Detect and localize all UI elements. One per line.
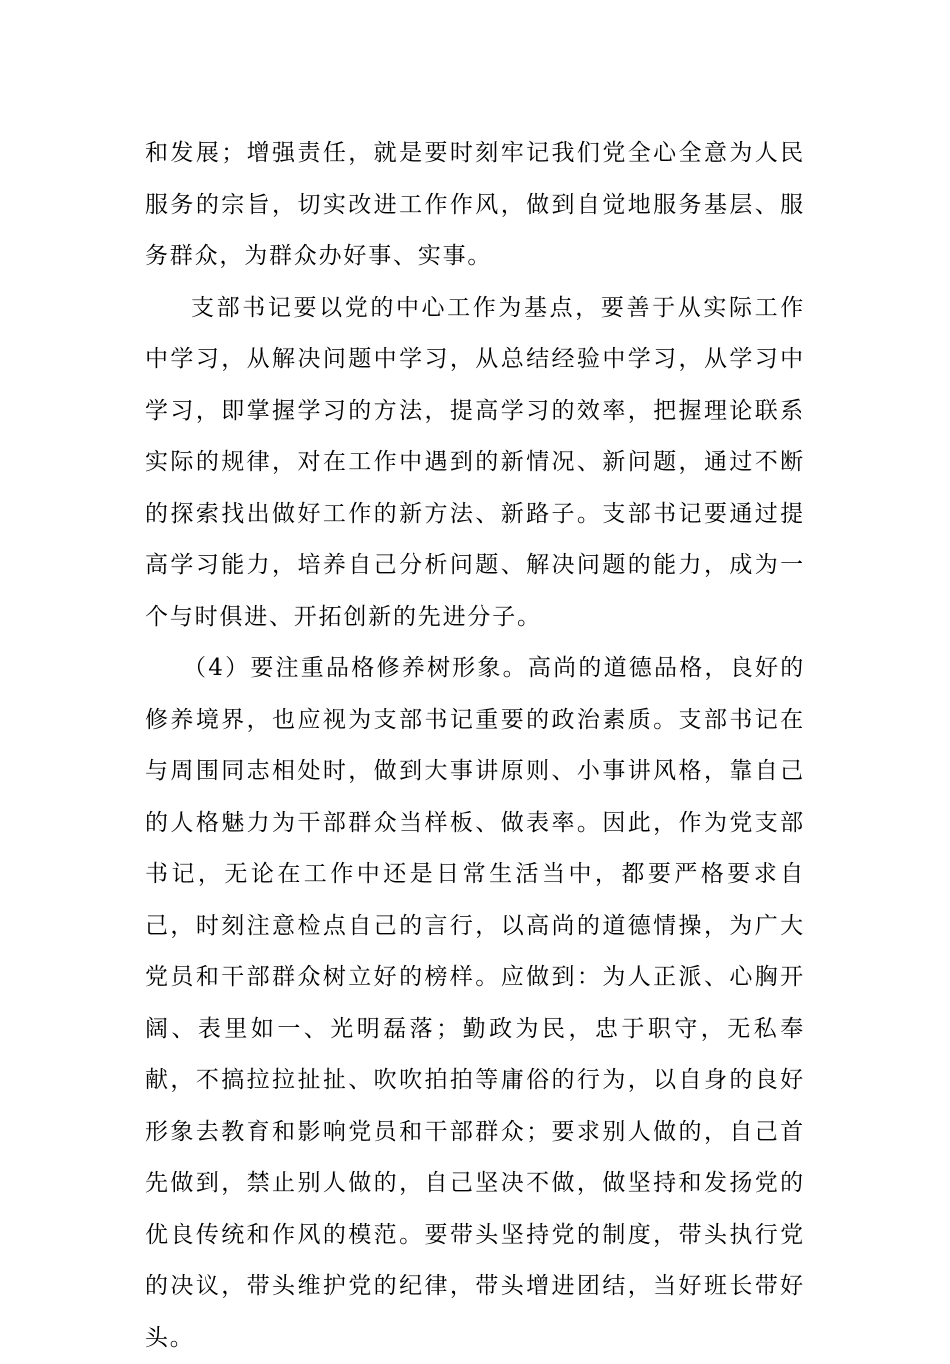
document-body (145, 128, 805, 1364)
paragraph-continuation: 和发展；增强责任，就是要时刻牢记我们党全心全意为人民服务的宗旨，切实改进工作作风，做到自觉地服务基层、服务群众，为群众办好事、实事。 (145, 140, 805, 269)
paragraph-study-methods: 支部书记要以党的中心工作为基点，要善于从实际工作中学习，从解决问题中学习，从总结经验中学习，从学习中学习，即掌握学习的方法，提高学习的效率，把握理论联系实际的规律，对在工作中遇到的新情况、新问题，通过不断的探索找出做好工作的新方法、新路子。支部书记要通过提高学习能力，培养自己分析问题、解决问题的能力，成为一个与时俱进、开拓创新的先进分子。 (145, 294, 805, 630)
paragraph-character-cultivation: （4）要注重品格修养树形象。高尚的道德品格，良好的修养境界，也应视为支部书记重要的政治素质。支部书记在与周围同志相处时，做到大事讲原则、小事讲风格，靠自己的人格魅力为干部群众当样板、做表率。因此，作为党支部书记，无论在工作中还是日常生活当中，都要严格要求自己，时刻注意检点自己的言行，以高尚的道德情操，为广大党员和干部群众树立好的榜样。应做到：为人正派、心胸开阔、表里如一、光明磊落；勤政为民，忠于职守，无私奉献，不搞拉拉扯扯、吹吹拍拍等庸俗的行为，以自身的良好形象去教育和影响党员和干部群众；要求别人做的，自己首先做到，禁止别人做的，自己坚决不做，做坚持和发扬党的优良传统和作风的模范。要带头坚持党的制度，带头执行党的决议，带头维护党的纪律，带头增进团结，当好班长带好头。 (145, 655, 805, 1351)
